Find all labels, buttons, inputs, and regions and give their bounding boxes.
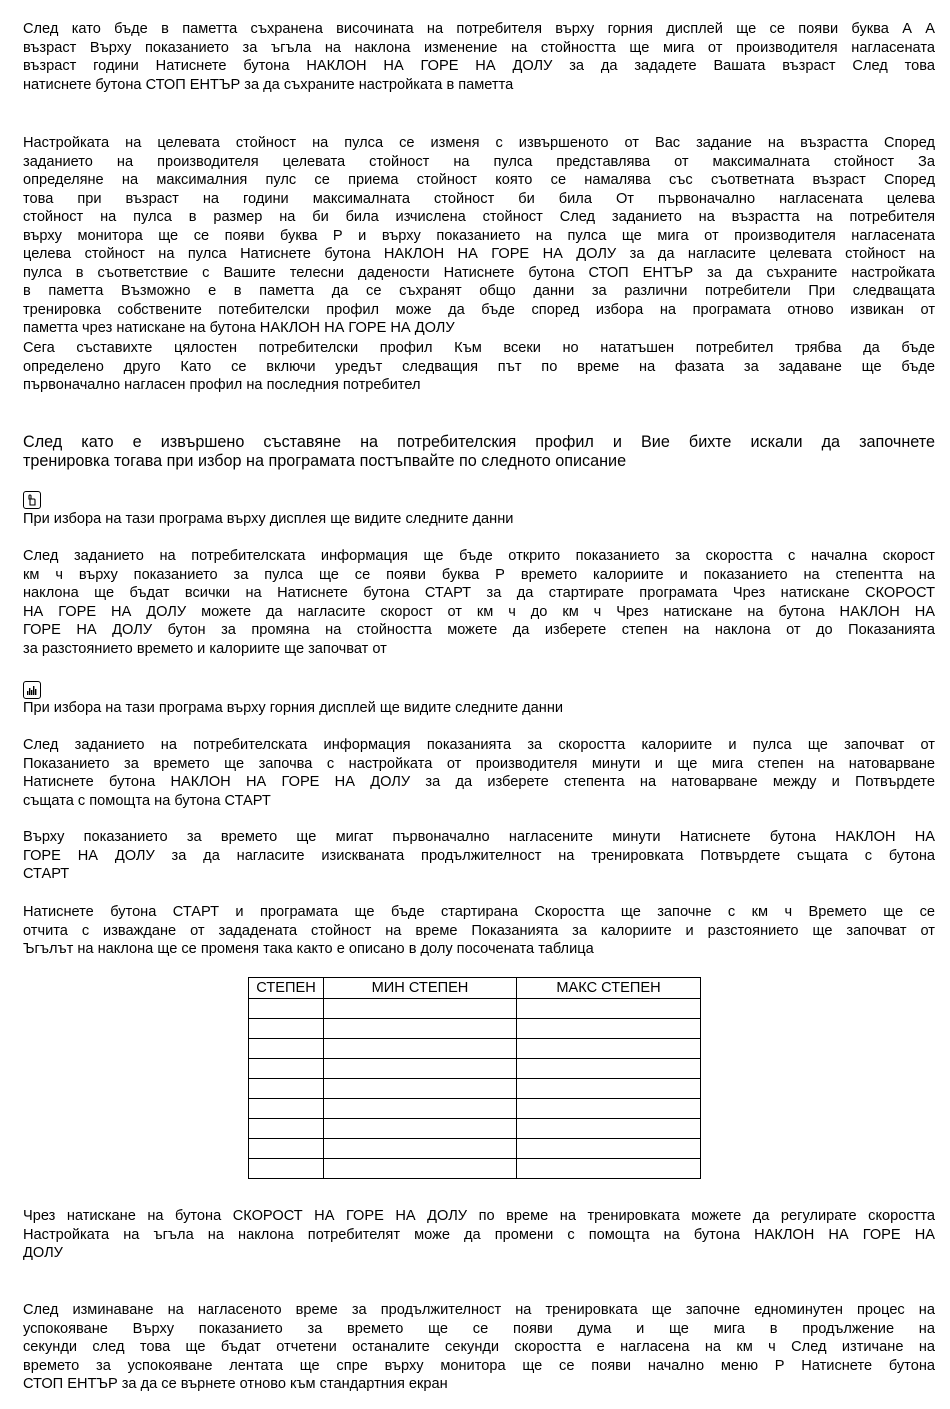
table-cell — [324, 1119, 517, 1139]
table-cell — [249, 1019, 324, 1039]
paragraph-program-time — [23, 828, 935, 884]
table-cell — [517, 1059, 701, 1079]
text-line: СТАРТ — [23, 866, 70, 882]
text-line: първоначално нагласен профил на последния потребител — [23, 377, 421, 393]
table-cell — [249, 1039, 324, 1059]
table-cell — [324, 1159, 517, 1179]
text-line: възраст години Натиснете бутона НАКЛОН НА ГОРЕ НА ДОЛУ за да зададете Вашата възраст След това — [23, 58, 935, 74]
text-line: успокояване Върху показанието за времето ще се появи дума и ще мига в продължение на — [23, 1320, 935, 1337]
column-header-max-level: МАКС СТЕПЕН — [517, 978, 701, 999]
text-line: Натиснете бутона СТАРТ и програмата ще бъде стартирана Скоростта ще започне с км ч Времето ще се — [23, 904, 935, 920]
text-line: Настройката на целевата стойност на пулса се изменя с извършеното от Вас задание на възрастта Според — [23, 135, 935, 151]
text-line: стойност на пулса в размер на би била изчислена стойност След заданието на възрастта на потребителя — [23, 209, 935, 225]
paragraph-program-run — [23, 903, 935, 959]
text-line: След заданието на потребителската информация показанията за скоростта калориите и пулса ще започват от — [23, 737, 935, 753]
table-cell — [249, 1119, 324, 1139]
paragraph-manual-program — [23, 547, 935, 658]
table-row — [249, 1139, 701, 1159]
text-line: ГОРЕ НА ДОЛУ за да нагласите изискваната продължителност на тренировката Потвърдете същата с бутона — [23, 847, 935, 864]
table-row — [249, 1119, 701, 1139]
column-header-min-level: МИН СТЕПЕН — [324, 978, 517, 999]
text-line: След като е извършено съставяне на потребителския профил и Вие бихте искали да започнете — [23, 433, 935, 451]
table-cell — [324, 1059, 517, 1079]
table-row — [249, 1099, 701, 1119]
table-cell — [249, 1159, 324, 1179]
table-cell — [517, 1039, 701, 1059]
text-line: натиснете бутона СТОП ЕНТЪР за да съхраните настройката в паметта — [23, 76, 514, 93]
paragraph-manual-intro — [23, 510, 935, 529]
text-line: определено друго Като се включи уредът следващия път по време на фазата за задаване ще бъде — [23, 358, 935, 375]
text-line: Настройката на ъгъла на наклона потребителят може да промени с помощта на бутона НАКЛОН НА ГОРЕ НА — [23, 1226, 935, 1243]
text-line: пулса в съответствие с Вашите телесни дадености Натиснете бутона СТОП ЕНТЪР за да съхраните настройката — [23, 264, 935, 281]
table-row — [249, 1059, 701, 1079]
text-line: При избора на тази програма върху дисплея ще видите следните данни — [23, 511, 514, 527]
text-line: Върху показанието за времето ще мигат първоначално нагласените минути Натиснете бутона НАКЛОН НА — [23, 829, 935, 845]
table-cell — [324, 999, 517, 1019]
table-cell — [517, 1019, 701, 1039]
paragraph-program-intro — [23, 699, 935, 718]
table-header-row — [249, 978, 701, 999]
text-line: времето за успокояване лентата ще спре върху монитора ще се появи начално меню Р Натиснете бутона — [23, 1357, 935, 1374]
text-line: това при възраст на години максималната стойност би била От първоначално нагласената целева — [23, 190, 935, 207]
text-line: Сега съставихте цялостен потребителски профил Към всеки но нататъшен потребител трябва да бъде — [23, 340, 935, 356]
text-line: След като бъде в паметта съхранена височината на потребителя върху горния дисплей ще се появи буква А А — [23, 21, 935, 37]
column-header-level: СТЕПЕН — [249, 978, 324, 999]
text-line: за разстоянието времето и калориите ще започват от — [23, 640, 387, 657]
text-line: НА ГОРЕ НА ДОЛУ можете да нагласите скорост от км ч до км ч Чрез натискане на бутона НАКЛОН НА — [23, 603, 935, 620]
text-line: секунди след това ще бъдат отчетени останалите секунди скоростта е нагласена на км ч След изтичане на — [23, 1339, 935, 1355]
text-line: СТОП ЕНТЪР за да се върнете отново към стандартния екран — [23, 1376, 448, 1392]
table-cell — [517, 1119, 701, 1139]
text-line: тренировка собствените потебителски профил може да бъде според избора на програмата отново извикан от — [23, 301, 935, 318]
bar-program-icon — [23, 681, 41, 699]
table-cell — [249, 999, 324, 1019]
text-line: км ч върху показанието за пулса ще се появи буква Р времето калориите и показанието на степентта на — [23, 566, 935, 583]
table-cell — [249, 1139, 324, 1159]
table-cell — [324, 1019, 517, 1039]
text-line: При избора на тази програма върху горния дисплей ще видите следните данни — [23, 700, 564, 716]
table-row — [249, 1019, 701, 1039]
text-line: същата с помощта на бутона СТАРТ — [23, 792, 271, 809]
text-line: Натиснете бутона НАКЛОН НА ГОРЕ НА ДОЛУ за да изберете степента на натоварване между и Потвърдете — [23, 774, 935, 790]
text-line: върху монитора ще се появи буква Р и върху показанието на пулса ще мига от производителя нагласената — [23, 227, 935, 244]
text-line: заданието на производителя целевата стойност на пулса представлява от максималната стойност За — [23, 153, 935, 170]
table-cell — [517, 1079, 701, 1099]
table-cell — [517, 999, 701, 1019]
paragraph-target-pulse — [23, 134, 935, 338]
table-cell — [517, 1159, 701, 1179]
text-line: целева стойност на пулса Натиснете бутона НАКЛОН НА ГОРЕ НА ДОЛУ за да нагласите целевата стойност на — [23, 246, 935, 262]
text-line: ДОЛУ — [23, 1245, 63, 1261]
table-row — [249, 1159, 701, 1179]
table-cell — [249, 1059, 324, 1079]
text-line: паметта чрез натискане на бутона НАКЛОН НА ГОРЕ НА ДОЛУ — [23, 320, 455, 336]
table-cell — [324, 1139, 517, 1159]
table-row — [249, 1079, 701, 1099]
text-line: След заданието на потребителската информация ще бъде открито показанието за скоростта с начална скорост — [23, 548, 935, 564]
table-cell — [517, 1139, 701, 1159]
table-cell — [324, 1039, 517, 1059]
table-row — [249, 999, 701, 1019]
table-row — [249, 1039, 701, 1059]
table-cell — [517, 1099, 701, 1119]
text-line: Ъгълът на наклона ще се променя така както е описано в долу посочената таблица — [23, 941, 594, 957]
text-line: определяне на максималния пулс се приема стойност която се намалява със съответната възраст Според — [23, 172, 935, 188]
table-cell — [324, 1079, 517, 1099]
table-cell — [324, 1099, 517, 1119]
paragraph-age — [23, 20, 935, 94]
table-cell — [249, 1079, 324, 1099]
text-line: Чрез натискане на бутона СКОРОСТ НА ГОРЕ НА ДОЛУ по време на тренировката можете да регулирате скоростта — [23, 1208, 935, 1224]
paragraph-speed-adjust — [23, 1207, 935, 1263]
paragraph-profile-complete — [23, 339, 935, 395]
paragraph-start-training — [23, 433, 935, 471]
paragraph-program-setup — [23, 736, 935, 810]
text-line: отчита с изваждане от зададената стойност на време Показанията за калориите и разстоянието ще започват от — [23, 922, 935, 939]
level-table — [248, 977, 701, 1179]
text-line: възраст Върху показанието за ъгъла на наклона изменение на стойността ще мига от производителя нагласената — [23, 39, 935, 56]
paragraph-cooldown — [23, 1301, 935, 1394]
hand-pointer-icon — [23, 491, 41, 509]
text-line: наклона ще бъдат всички на Натиснете бутона СТАРТ за да стартирате програмата Чрез натискане СКОРОСТ — [23, 585, 935, 601]
table-cell — [249, 1099, 324, 1119]
text-line: ГОРЕ НА ДОЛУ бутон за промяна на стойността можете да изберете степен на наклона от до Показанията — [23, 622, 935, 638]
text-line: в паметта Възможно е в паметта да се съхранят общо данни за различни потребители При следващата — [23, 283, 935, 299]
text-line: Показанието за времето ще започва с настройката от производителя минути и ще мига степен на натоварване — [23, 755, 935, 772]
text-line: След изминаване на нагласеното време за продължителност на тренировката ще започне едноминутен процес на — [23, 1302, 935, 1318]
text-line: тренировка тогава при избор на програмата постъпвайте по следното описание — [23, 452, 627, 470]
